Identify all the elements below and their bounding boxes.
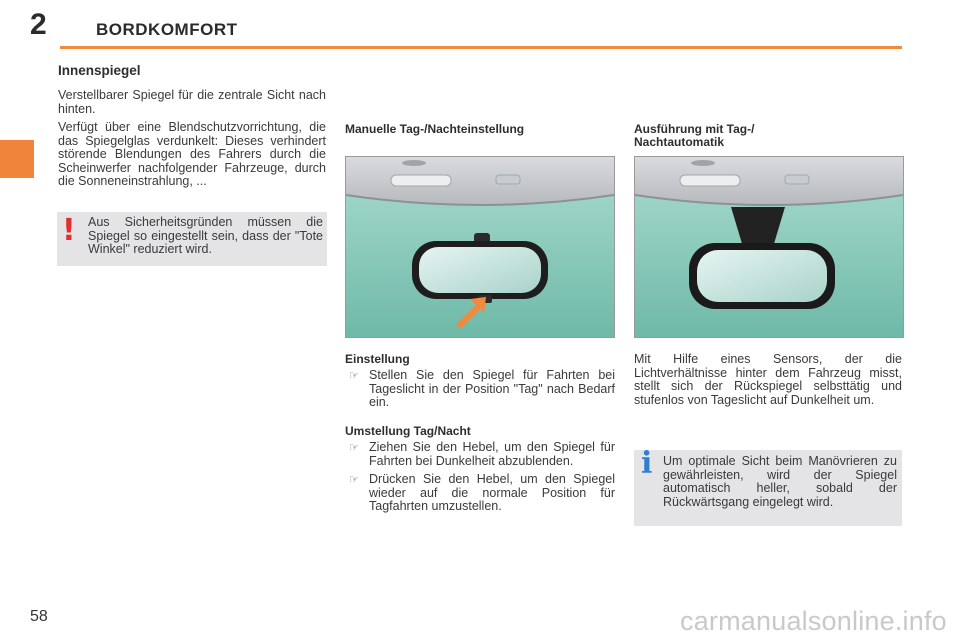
info-icon: i xyxy=(641,446,653,481)
pointing-hand-icon: ☞ xyxy=(349,473,359,486)
list-item: ☞ Stellen Sie den Spiegel für Fahrten bei Tageslicht in der Position "Tag" nach Bedarf ein. xyxy=(349,368,615,409)
day-night-list xyxy=(345,441,615,519)
adjustment-list xyxy=(345,369,615,415)
section-title: Innenspiegel xyxy=(58,63,141,78)
info-text: Um optimale Sicht beim Manövrieren zu gewährleisten, wird der Spiegel automatisch heller, sobald der Rückwärtsgang eingelegt wird. xyxy=(663,454,897,509)
watermark: carmanualsonline.info xyxy=(680,606,947,636)
list-item: ☞ Ziehen Sie den Hebel, um den Spiegel für Fahrten bei Dunkelheit abzublenden. xyxy=(349,440,615,468)
chapter-side-tab xyxy=(0,140,34,178)
header-rule xyxy=(60,46,902,49)
left-column-text xyxy=(58,89,326,194)
exclamation-icon: ! xyxy=(62,213,76,248)
adjustment-heading: Einstellung xyxy=(345,352,410,366)
chapter-title: BORDKOMFORT xyxy=(96,20,238,39)
intro-paragraph: Verstellbarer Spiegel für die zentrale Sicht nach hinten. xyxy=(58,88,326,116)
list-item: ☞ Drücken Sie den Hebel, um den Spiegel wieder auf die normale Position für Tagfahrten umzustellen. xyxy=(349,472,615,513)
automatic-paragraph: Mit Hilfe eines Sensors, der die Lichtverhältnisse hinter dem Fahrzeug misst, stellt sich der Rückspiegel selbsttätig und stufenlos von Tageslicht auf Dunkelheit um. xyxy=(634,352,902,407)
antiglare-paragraph: Verfügt über eine Blendschutzvorrichtung, die das Spiegelglas verdunkelt: Dieses verhindert störende Blendungen des Fahrers durch die Scheinwerfer nachfolgender Fahrzeuge, durch die Sonneneinstrahlung, ... xyxy=(58,120,326,188)
pointing-hand-icon: ☞ xyxy=(349,369,359,382)
automatic-mirror-illustration xyxy=(635,157,903,337)
chapter-number: 2 xyxy=(30,8,47,41)
manual-mirror-photo xyxy=(345,156,615,338)
manual-mirror-illustration xyxy=(346,157,614,337)
automatic-heading: Ausführung mit Tag-/ Nachtautomatik xyxy=(634,122,755,149)
manual-heading: Manuelle Tag-/Nachteinstellung xyxy=(345,122,525,136)
automatic-mirror-photo xyxy=(634,156,904,338)
pointing-hand-icon: ☞ xyxy=(349,441,359,454)
day-night-heading: Umstellung Tag/Nacht xyxy=(345,424,471,438)
warning-text: Aus Sicherheitsgründen müssen die Spiegel so eingestellt sein, dass der "Tote Winkel" reduziert wird. xyxy=(88,215,323,256)
page-number: 58 xyxy=(30,608,48,625)
